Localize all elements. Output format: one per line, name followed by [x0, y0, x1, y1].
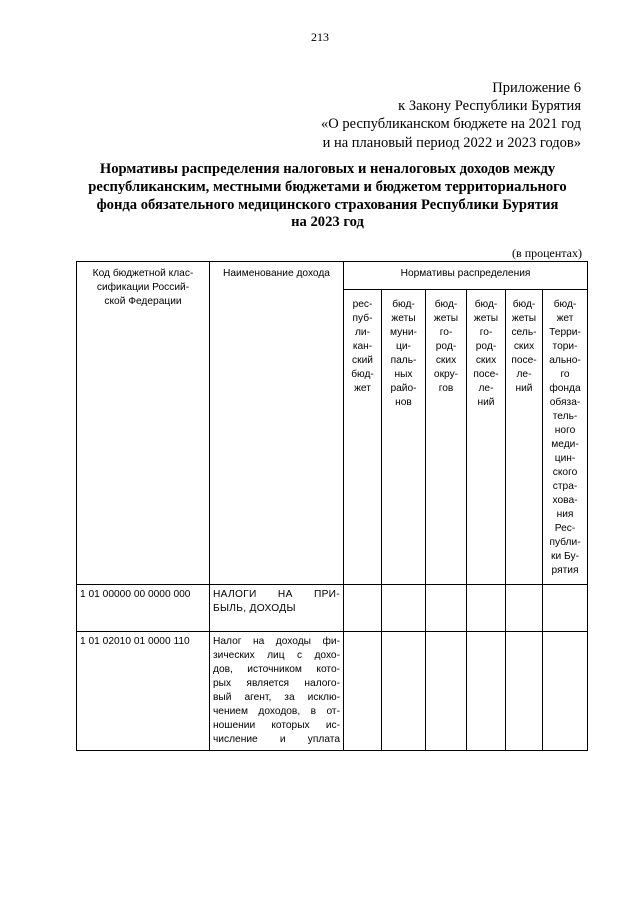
subheader-line: бюд-: [434, 299, 458, 310]
subheader-line: жеты: [433, 313, 459, 324]
subheader-line: ний: [477, 397, 495, 408]
subheader-line: го-: [479, 327, 493, 338]
norm-cell: [382, 585, 426, 632]
subheader-line: род-: [475, 341, 497, 352]
subheader-line: гов: [438, 383, 454, 394]
subheader-line: го-: [439, 327, 453, 338]
subheader-line: нов: [395, 397, 412, 408]
subheader-urban-settlements: [467, 290, 506, 585]
subheader-municipal-districts: [382, 290, 426, 585]
subheader-line: ного: [554, 425, 576, 436]
appendix-line: «О республиканском бюджете на 2021 год: [321, 116, 581, 133]
subheader-line: посе-: [511, 355, 537, 366]
income-name-line: чением доходов, в от-: [213, 706, 340, 717]
subheader-line: Рес-: [554, 523, 576, 534]
subheader-line: райо-: [390, 383, 417, 394]
budget-code-cell: 1 01 02010 01 0000 110: [77, 632, 210, 751]
header-budget-code: [77, 262, 210, 585]
title-line: на 2023 год: [291, 214, 364, 231]
subheader-line: жеты: [511, 313, 537, 324]
subheader-line: муни-: [390, 327, 417, 338]
subheader-line: паль-: [390, 355, 417, 366]
subheader-line: ских: [475, 355, 497, 366]
subheader-line: хова-: [552, 495, 578, 506]
subheader-line: ский: [352, 355, 373, 366]
subheader-line: ных: [394, 369, 413, 380]
subheader-rural-settlements: [506, 290, 543, 585]
income-name-line: Налог на доходы фи-: [213, 636, 340, 647]
table-row: [77, 585, 588, 632]
subheader-line: Терри-: [549, 327, 581, 338]
subheader-line: ского: [552, 467, 578, 478]
appendix-line: и на плановый период 2022 и 2023 годов»: [322, 134, 581, 151]
subheader-line: меди-: [551, 439, 579, 450]
header-code-line: сификации Россий-: [96, 282, 190, 293]
subheader-medical-insurance-fund: [543, 290, 588, 585]
appendix-line: Приложение 6: [492, 80, 581, 96]
subheader-line: ний: [515, 383, 533, 394]
subheader-line: посе-: [473, 369, 499, 380]
norm-cell: [382, 632, 426, 751]
subheader-republican-budget: [344, 290, 382, 585]
subheader-line: ли-: [354, 327, 371, 338]
subheader-line: ци-: [396, 341, 411, 352]
norm-cell: [467, 632, 506, 751]
subheader-line: жет: [556, 313, 574, 324]
appendix-line: к Закону Республики Бурятия: [398, 98, 581, 115]
appendix-header: [321, 79, 581, 152]
subheader-line: бюд-: [351, 369, 374, 380]
norm-cell: [543, 632, 588, 751]
subheader-line: тори-: [552, 341, 578, 352]
title-line: фонда обязательного медицинского страхования Республики Бурятия: [96, 196, 559, 213]
income-name-line: вый агент, за исклю-: [213, 692, 340, 703]
income-name-line: числение и уплата: [213, 734, 340, 745]
subheader-line: ния: [556, 509, 574, 520]
subheader-line: публи-: [549, 537, 581, 548]
norm-cell: [344, 632, 382, 751]
units-note: (в процентах): [512, 246, 582, 260]
subheader-line: ально-: [549, 355, 581, 366]
subheader-line: бюд-: [392, 299, 415, 310]
header-distribution-norms: Нормативы распределения: [344, 262, 588, 290]
norm-cell: [543, 585, 588, 632]
income-name-line: ношении которых ис-: [213, 720, 340, 731]
norm-cell: [506, 632, 543, 751]
subheader-line: бюд-: [474, 299, 498, 310]
header-code-line: ской Федерации: [104, 296, 182, 307]
title-line: Нормативы распределения налоговых и неналоговых доходов между: [99, 161, 556, 177]
income-name-line: дов, источником кото-: [213, 664, 340, 675]
subheader-line: ле-: [478, 383, 494, 394]
subheader-line: жеты: [473, 313, 499, 324]
income-name-cell: [210, 632, 344, 751]
norm-cell: [506, 585, 543, 632]
norm-cell: [344, 585, 382, 632]
subheader-line: род-: [435, 341, 457, 352]
norm-cell: [467, 585, 506, 632]
distribution-norms-table: [76, 261, 588, 751]
subheader-city-districts: [426, 290, 467, 585]
subheader-line: ских: [435, 355, 457, 366]
subheader-line: кан-: [352, 341, 373, 352]
title-line: республиканским, местными бюджетами и бюджетом территориального: [88, 178, 567, 195]
header-code-line: Код бюджетной клас-: [92, 268, 194, 279]
budget-code-cell: 1 01 00000 00 0000 000: [77, 585, 210, 632]
subheader-line: обяза-: [549, 397, 581, 408]
header-income-name: Наименование дохода: [210, 262, 344, 585]
document-title: [60, 161, 595, 232]
subheader-line: ских: [513, 341, 535, 352]
subheader-line: тель-: [552, 411, 578, 422]
subheader-line: ки Бу-: [551, 551, 579, 562]
income-name-line: зических лиц с дохо-: [213, 650, 340, 661]
subheader-line: окру-: [433, 369, 459, 380]
table-row: [77, 632, 588, 751]
subheader-line: жеты: [391, 313, 416, 324]
subheader-line: пуб-: [352, 313, 373, 324]
table-header-row: [77, 262, 588, 290]
subheader-line: фонда: [549, 383, 581, 394]
subheader-line: стра-: [552, 481, 578, 492]
income-name-line: НАЛОГИ НА ПРИ-: [213, 589, 340, 600]
subheader-line: ле-: [516, 369, 532, 380]
subheader-line: рятия: [551, 565, 579, 576]
income-name-cell: [210, 585, 344, 632]
subheader-line: сель-: [511, 327, 537, 338]
subheader-line: жет: [354, 383, 371, 394]
page-number: 213: [311, 30, 329, 44]
income-name-line: рых является налого-: [213, 678, 340, 689]
subheader-line: цин-: [554, 453, 576, 464]
subheader-line: бюд-: [512, 299, 536, 310]
norm-cell: [426, 632, 467, 751]
subheader-line: го: [560, 369, 570, 380]
income-name-line: БЫЛЬ, ДОХОДЫ: [213, 603, 296, 614]
norm-cell: [426, 585, 467, 632]
subheader-line: рес-: [352, 299, 373, 310]
subheader-line: бюд-: [553, 299, 577, 310]
